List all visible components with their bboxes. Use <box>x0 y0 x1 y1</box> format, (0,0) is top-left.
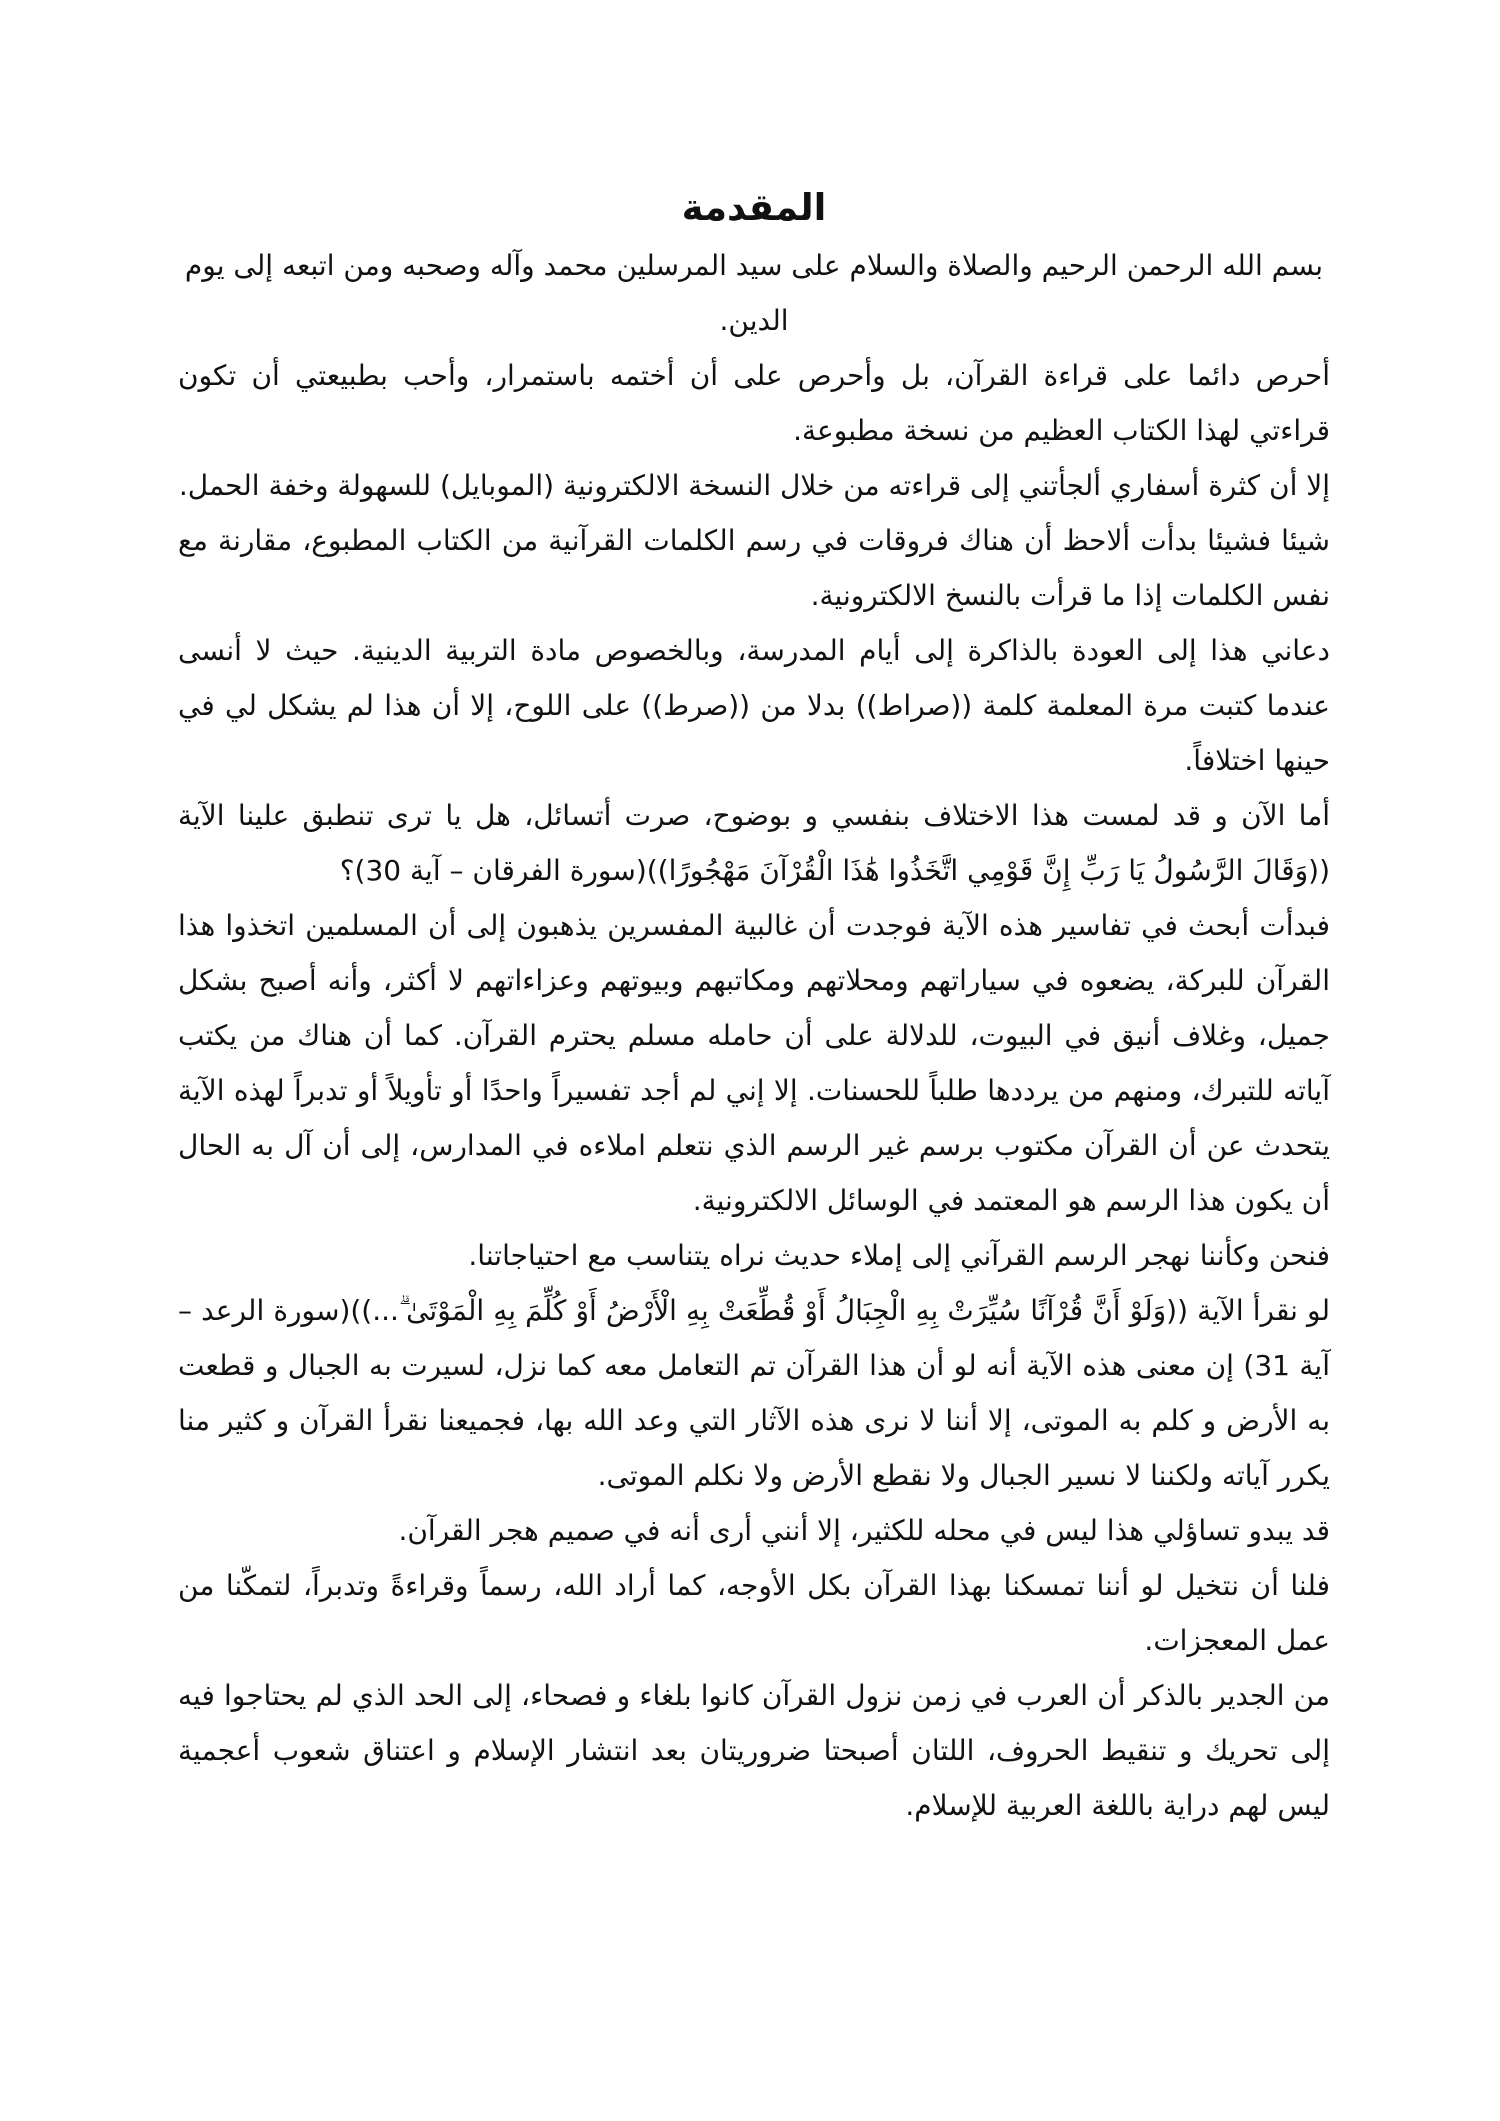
paragraph: دعاني هذا إلى العودة بالذاكرة إلى أيام المدرسة، وبالخصوص مادة التربية الدينية. حيث لا أنسى عندما كتبت مرة المعلمة كلمة ((صراط)) بدلا من ((صرط)) على اللوح، إلا أن هذا لم يشكل لي في حينها اختلافاً. <box>178 634 1330 777</box>
paragraph: فبدأت أبحث في تفاسير هذه الآية فوجدت أن غالبية المفسرين يذهبون إلى أن المسلمين اتخذوا هذا القرآن للبركة، يضعوه في سياراتهم ومحلاتهم ومكاتبهم وبيوتهم وعزاءاتهم لا أكثر، وأنه أصبح بشكل جميل، وغلاف أنيق في البيوت، للدلالة على أن حامله مسلم يحترم القرآن. كما أن هناك من يكتب آياته للتبرك، ومنهم من يرددها طلباً للحسنات. إلا إني لم أجد تفسيراً واحدًا أو تأويلاً أو تدبراً لهذه الآية يتحدث عن أن القرآن مكتوب برسم غير الرسم الذي نتعلم املاءه في المدارس، إلى أن آل به الحال أن يكون هذا الرسم هو المعتمد في الوسائل الالكترونية. <box>178 909 1330 1217</box>
document-body <box>178 178 1330 1833</box>
paragraph-basmala: بسم الله الرحمن الرحيم والصلاة والسلام على سيد المرسلين محمد وآله وصحبه ومن اتبعه إلى يوم الدين. <box>184 249 1324 337</box>
paragraph: من الجدير بالذكر أن العرب في زمن نزول القرآن كانوا بلغاء و فصحاء، إلى الحد الذي لم يحتاجوا فيه إلى تحريك و تنقيط الحروف، اللتان أصبحتا ضروريتان بعد انتشار الإسلام و اعتناق شعوب أعجمية ليس لهم دراية باللغة العربية للإسلام. <box>178 1679 1330 1822</box>
paragraph: قد يبدو تساؤلي هذا ليس في محله للكثير، إلا أنني أرى أنه في صميم هجر القرآن. <box>398 1514 1330 1547</box>
paragraph: لو نقرأ الآية ((وَلَوْ أَنَّ قُرْآنًا سُيِّرَتْ بِهِ الْجِبَالُ أَوْ قُطِّعَتْ بِهِ الْأَرْضُ أَوْ كُلِّمَ بِهِ الْمَوْتَىٰ ۗ...))(سورة الرعد – آية 31) إن معنى هذه الآية أنه لو أن هذا القرآن تم التعامل معه كما نزل، لسيرت به الجبال و قطعت به الأرض و كلم به الموتى، إلا أننا لا نرى هذه الآثار التي وعد الله بها، فجميعنا نقرأ القرآن و كثير منا يكرر آياته ولكننا لا نسير الجبال ولا نقطع الأرض ولا نكلم الموتى. <box>178 1294 1331 1492</box>
paragraph: إلا أن كثرة أسفاري ألجأتني إلى قراءته من خلال النسخة الالكترونية (الموبايل) للسهولة وخفة الحمل. <box>178 469 1330 502</box>
page-title: المقدمة <box>681 186 827 229</box>
paragraph: فلنا أن نتخيل لو أننا تمسكنا بهذا القرآن بكل الأوجه، كما أراد الله، رسماً وقراءةً وتدبراً، لتمكّنا من عمل المعجزات. <box>178 1569 1330 1657</box>
paragraph: شيئا فشيئا بدأت ألاحظ أن هناك فروقات في رسم الكلمات القرآنية من الكتاب المطبوع، مقارنة مع نفس الكلمات إذا ما قرأت بالنسخ الالكترونية. <box>178 524 1330 612</box>
paragraph-list <box>178 238 1330 1833</box>
paragraph: أحرص دائما على قراءة القرآن، بل وأحرص على أن أختمه باستمرار، وأحب بطبيعتي أن تكون قراءتي لهذا الكتاب العظيم من نسخة مطبوعة. <box>178 359 1330 447</box>
paragraph: أما الآن و قد لمست هذا الاختلاف بنفسي و بوضوح، صرت أتسائل، هل يا ترى تنطبق علينا الآية ((وَقَالَ الرَّسُولُ يَا رَبِّ إِنَّ قَوْمِي اتَّخَذُوا هَٰذَا الْقُرْآنَ مَهْجُورًا))(سورة الفرقان – آية 30)؟ <box>178 799 1330 887</box>
paragraph: فنحن وكأننا نهجر الرسم القرآني إلى إملاء حديث نراه يتناسب مع احتياجاتنا. <box>468 1239 1330 1272</box>
